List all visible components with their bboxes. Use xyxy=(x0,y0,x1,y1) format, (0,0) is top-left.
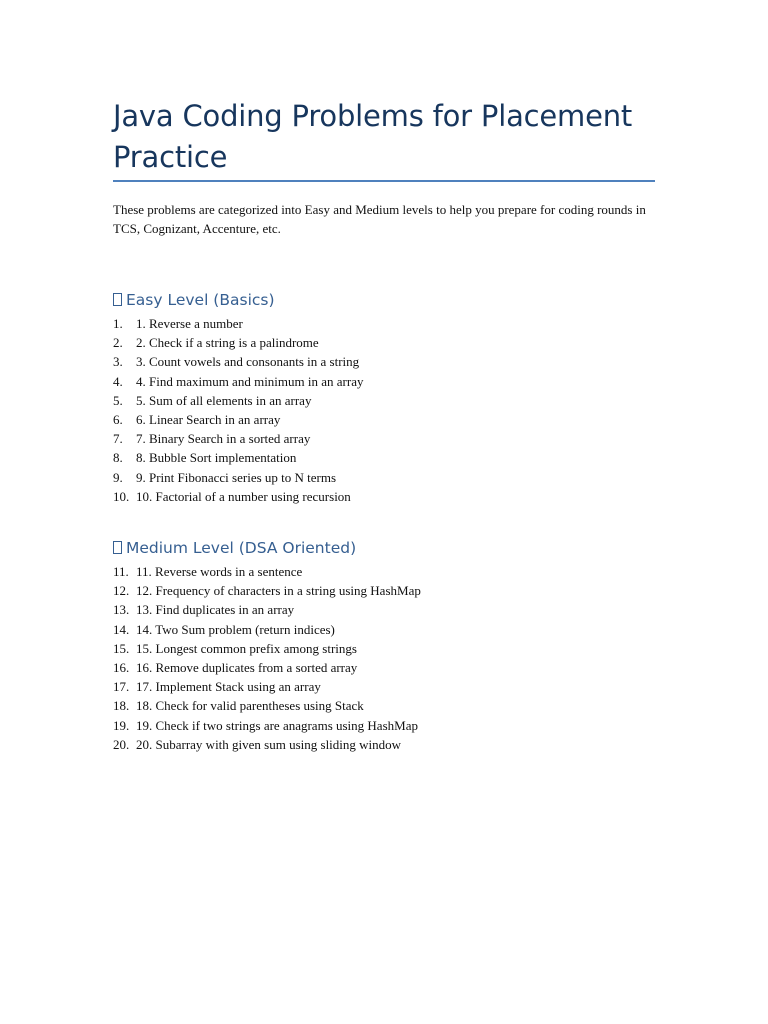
list-item-number: 20. xyxy=(113,736,130,752)
intro-paragraph: These problems are categorized into Easy and Medium levels to help you prepare for coding rounds in TCS, Cognizant, Accenture, etc. xyxy=(113,202,646,236)
list-item-text: 15. Longest common prefix among strings xyxy=(136,640,357,656)
list-item xyxy=(113,448,363,467)
list-item-text: 1. Reverse a number xyxy=(136,316,243,331)
list-item xyxy=(113,581,421,600)
list-item xyxy=(113,696,421,715)
list-item xyxy=(113,352,363,371)
missing-glyph-icon xyxy=(113,293,122,306)
list-item-number: 4. xyxy=(113,373,123,389)
list-item xyxy=(113,391,363,410)
list-item xyxy=(113,562,421,581)
section-heading-medium-text: Medium Level (DSA Oriented) xyxy=(126,539,357,557)
list-item xyxy=(113,468,363,487)
list-item-text: 8. Bubble Sort implementation xyxy=(136,450,297,466)
list-item-number: 3. xyxy=(113,354,123,370)
list-item-number: 10. xyxy=(113,488,130,504)
missing-glyph-icon xyxy=(113,541,122,554)
list-item-number: 2. xyxy=(113,335,123,351)
list-item-number: 17. xyxy=(113,679,130,695)
list-item xyxy=(113,372,363,391)
list-item-text: 3. Count vowels and consonants in a string xyxy=(136,354,360,370)
list-item-number: 7. xyxy=(113,431,123,447)
list-item xyxy=(113,333,363,352)
list-item xyxy=(113,600,421,619)
list-item-number: 12. xyxy=(113,583,130,599)
medium-problem-list xyxy=(113,562,421,754)
list-item-text: 18. Check for valid parentheses using Stack xyxy=(136,698,364,714)
list-item xyxy=(113,410,363,429)
list-item-text: 20. Subarray with given sum using sliding window xyxy=(136,736,402,752)
list-item-number: 9. xyxy=(113,469,123,485)
list-item-text: 2. Check if a string is a palindrome xyxy=(136,335,319,351)
list-item xyxy=(113,314,363,333)
list-item-number: 6. xyxy=(113,412,123,428)
list-item-text: 16. Remove duplicates from a sorted array xyxy=(136,660,358,676)
list-item-number: 8. xyxy=(113,450,123,466)
list-item-number: 14. xyxy=(113,621,130,637)
list-item-number: 19. xyxy=(113,717,130,733)
list-item xyxy=(113,735,421,754)
list-item xyxy=(113,429,363,448)
list-item-number: 1. xyxy=(113,316,123,331)
list-item-number: 18. xyxy=(113,698,130,714)
list-item-text: 17. Implement Stack using an array xyxy=(136,679,321,695)
list-item-number: 5. xyxy=(113,392,123,408)
section-heading-medium xyxy=(113,538,655,558)
list-item-text: 12. Frequency of characters in a string using HashMap xyxy=(136,583,421,599)
easy-problem-list xyxy=(113,314,363,506)
list-item-text: 9. Print Fibonacci series up to N terms xyxy=(136,469,337,485)
list-item-text: 10. Factorial of a number using recursion xyxy=(136,488,351,504)
list-item-text: 19. Check if two strings are anagrams using HashMap xyxy=(136,717,418,733)
list-item-number: 15. xyxy=(113,640,130,656)
list-item-text: 4. Find maximum and minimum in an array xyxy=(136,373,364,389)
list-item xyxy=(113,658,421,677)
title-divider xyxy=(113,180,655,182)
list-item-text: 13. Find duplicates in an array xyxy=(136,602,295,618)
list-item-number: 16. xyxy=(113,660,130,676)
list-item-text: 11. Reverse words in a sentence xyxy=(136,564,303,579)
list-item-text: 7. Binary Search in a sorted array xyxy=(136,431,311,447)
list-item xyxy=(113,677,421,696)
section-heading-easy xyxy=(113,290,655,310)
list-item xyxy=(113,487,363,506)
list-item-text: 6. Linear Search in an array xyxy=(136,412,281,428)
list-item-text: 14. Two Sum problem (return indices) xyxy=(136,621,335,637)
list-item-number: 11. xyxy=(113,564,129,579)
section-heading-easy-text: Easy Level (Basics) xyxy=(126,291,275,309)
list-item-number: 13. xyxy=(113,602,130,618)
list-item-text: 5. Sum of all elements in an array xyxy=(136,392,312,408)
list-item xyxy=(113,639,421,658)
list-item xyxy=(113,620,421,639)
page-title: Java Coding Problems for Placement Practice xyxy=(113,99,633,174)
list-item xyxy=(113,716,421,735)
